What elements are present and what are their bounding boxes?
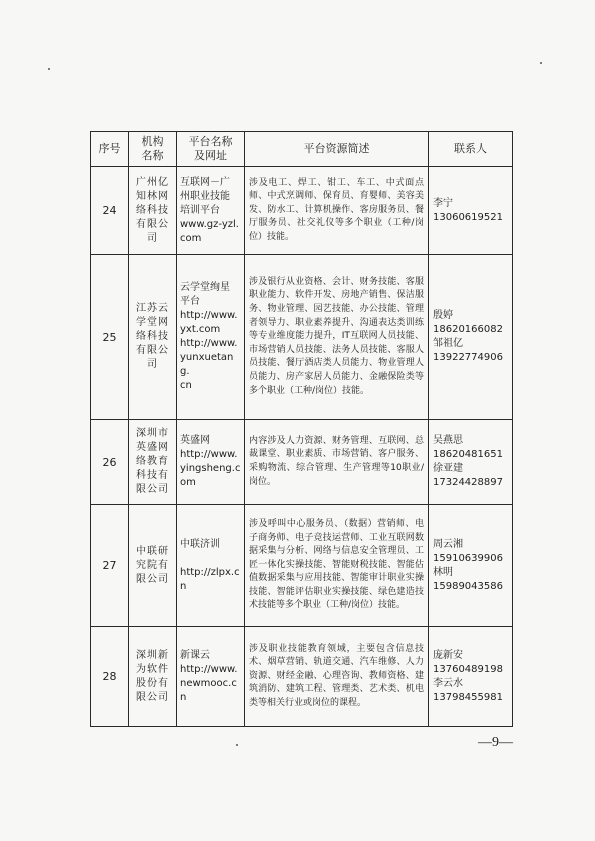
header-platform-line: 平台名称: [188, 135, 233, 148]
platform-line: 云学堂绚星: [180, 282, 230, 293]
platform-line: http://zlpx.cn: [180, 566, 240, 592]
resource-description: 涉及银行从业资格、会计、财务技能、客服职业能力、软件开发、房地产销售、保洁服务、物业管理、园艺技能、办公技能、管理者领导力、职业素养提升、沟通表达类训练等专业维度能力提升，IT互联网人员技能、市场营销人员技能、法务人员技能、客服人员技能、餐厅酒店类人员能力、物业管理人员能力、房产家居人员能力、金融保险类等多个职业（工种/岗位）技能。: [245, 255, 429, 420]
row-number: 28: [91, 627, 129, 727]
contact-line: 周云湘: [433, 538, 463, 550]
resource-description: 涉及呼叫中心服务员、（数据）营销师、电子商务师、电子竞技运营师、工业互联网数据采集与分析、网络与信息安全管理员、工匠一体化实操技能、智能财税技能、智能估值数据采集与应用技能、智能审计职业实操技能、智能评估职业实操技能、绿色建造技术技能等多个职业（工种/岗位）技能。: [245, 505, 429, 627]
platform-line: http://www.: [180, 449, 238, 460]
row-number: 26: [91, 420, 129, 505]
platform-line: com: [180, 232, 202, 244]
platform-line: yingsheng.c: [180, 463, 241, 474]
org-name: 中联研究院有限公司: [129, 505, 177, 627]
platform-info: [177, 627, 245, 727]
platform-line: yunxuetang.: [180, 352, 234, 377]
platform-info: [177, 167, 245, 255]
header-org: [129, 132, 177, 167]
contact-line: 徐亚建: [433, 463, 463, 474]
platform-line: om: [180, 477, 196, 488]
platform-line: cn: [180, 380, 192, 391]
contact-info: [429, 167, 513, 255]
header-org-line: 名称: [141, 149, 164, 162]
platform-line: 培训平台: [180, 204, 220, 216]
contact-line: 李宁: [433, 197, 453, 209]
platform-line: 新课云: [180, 649, 210, 661]
header-no: 序号: [91, 132, 129, 167]
platform-line: http://www.: [180, 663, 238, 675]
contact-info: [429, 420, 513, 505]
header-contact: 联系人: [429, 132, 513, 167]
header-resources: 平台资源简述: [245, 132, 429, 167]
org-name: 深圳市英盛网络教育科技有限公司: [129, 420, 177, 505]
contact-line: 李云水: [433, 677, 463, 689]
contact-line: 18620481651: [433, 449, 503, 460]
header-org-line: 机构: [141, 135, 164, 148]
platform-line: [180, 552, 241, 566]
row-number: 27: [91, 505, 129, 627]
table-row: [91, 420, 513, 505]
table-row: [91, 255, 513, 420]
contact-line: 林明: [433, 566, 453, 578]
scan-speck: [236, 744, 238, 746]
platform-line: 互联网－广: [180, 176, 230, 188]
page-number: —9—: [478, 735, 513, 750]
platform-line: yxt.com: [180, 324, 221, 335]
contact-info: [429, 255, 513, 420]
contact-info: [429, 505, 513, 627]
table-row: [91, 167, 513, 255]
contact-line: 邹祖亿: [433, 338, 463, 349]
resource-description: 涉及电工、焊工、钳工、车工、中式面点师、中式烹调师、保育员、育婴师、美容美发、防水工、计算机操作、客房服务员、餐厅服务员、社交礼仪等多个职业（工种/岗位）技能。: [245, 167, 429, 255]
platform-info: [177, 255, 245, 420]
org-name: 深圳新为软件股份有限公司: [129, 627, 177, 727]
contact-info: [429, 627, 513, 727]
contact-line: 17324428897: [433, 477, 503, 488]
platform-info: [177, 420, 245, 505]
platform-line: 中联济训: [180, 538, 220, 550]
contact-line: 18620166082: [433, 324, 503, 335]
contact-line: 13760489198: [433, 663, 503, 675]
platform-line: http://www.: [180, 310, 238, 321]
contact-line: 15989043586: [433, 580, 503, 592]
scan-speck: [48, 68, 50, 70]
contact-line: 殷婷: [433, 310, 453, 321]
contact-line: 13798455981: [433, 691, 503, 703]
platform-line: http://www.: [180, 338, 238, 349]
contact-line: 吴燕思: [433, 435, 463, 446]
scan-speck: [540, 62, 542, 64]
resource-table: [90, 131, 513, 727]
table-row: [91, 627, 513, 727]
resource-description: 涉及职业技能教育领域，主要包含信息技术、烟草营销、轨道交通、汽车维修、人力资源、财经金融、心理咨询、教师资格、建筑消防、建筑工程、管理类、艺术类、机电类等相关行业或岗位的课程。: [245, 627, 429, 727]
contact-line: 庞新安: [433, 649, 463, 661]
contact-line: 13922774906: [433, 352, 503, 363]
platform-line: newmooc.c: [180, 677, 237, 689]
table-header-row: [91, 132, 513, 167]
platform-info: [177, 505, 245, 627]
header-platform: [177, 132, 245, 167]
platform-line: n: [180, 691, 187, 703]
row-number: 24: [91, 167, 129, 255]
table-row: [91, 505, 513, 627]
platform-line: 州职业技能: [180, 190, 230, 202]
org-name: 广州亿知林网络科技有限公司: [129, 167, 177, 255]
resource-description: 内容涉及人力资源、财务管理、互联网、总裁课堂、职业素质、市场营销、客户服务、采购物流、综合管理、生产管理等10职业/岗位。: [245, 420, 429, 505]
row-number: 25: [91, 255, 129, 420]
org-name: 江苏云学堂网络科技有限公司: [129, 255, 177, 420]
contact-line: 15910639906: [433, 552, 503, 564]
platform-line: 平台: [180, 296, 200, 307]
contact-line: 13060619521: [433, 211, 503, 223]
platform-line: www.gz-yzl.: [180, 218, 239, 230]
header-platform-line: 及网址: [194, 149, 227, 162]
platform-line: 英盛网: [180, 435, 210, 446]
